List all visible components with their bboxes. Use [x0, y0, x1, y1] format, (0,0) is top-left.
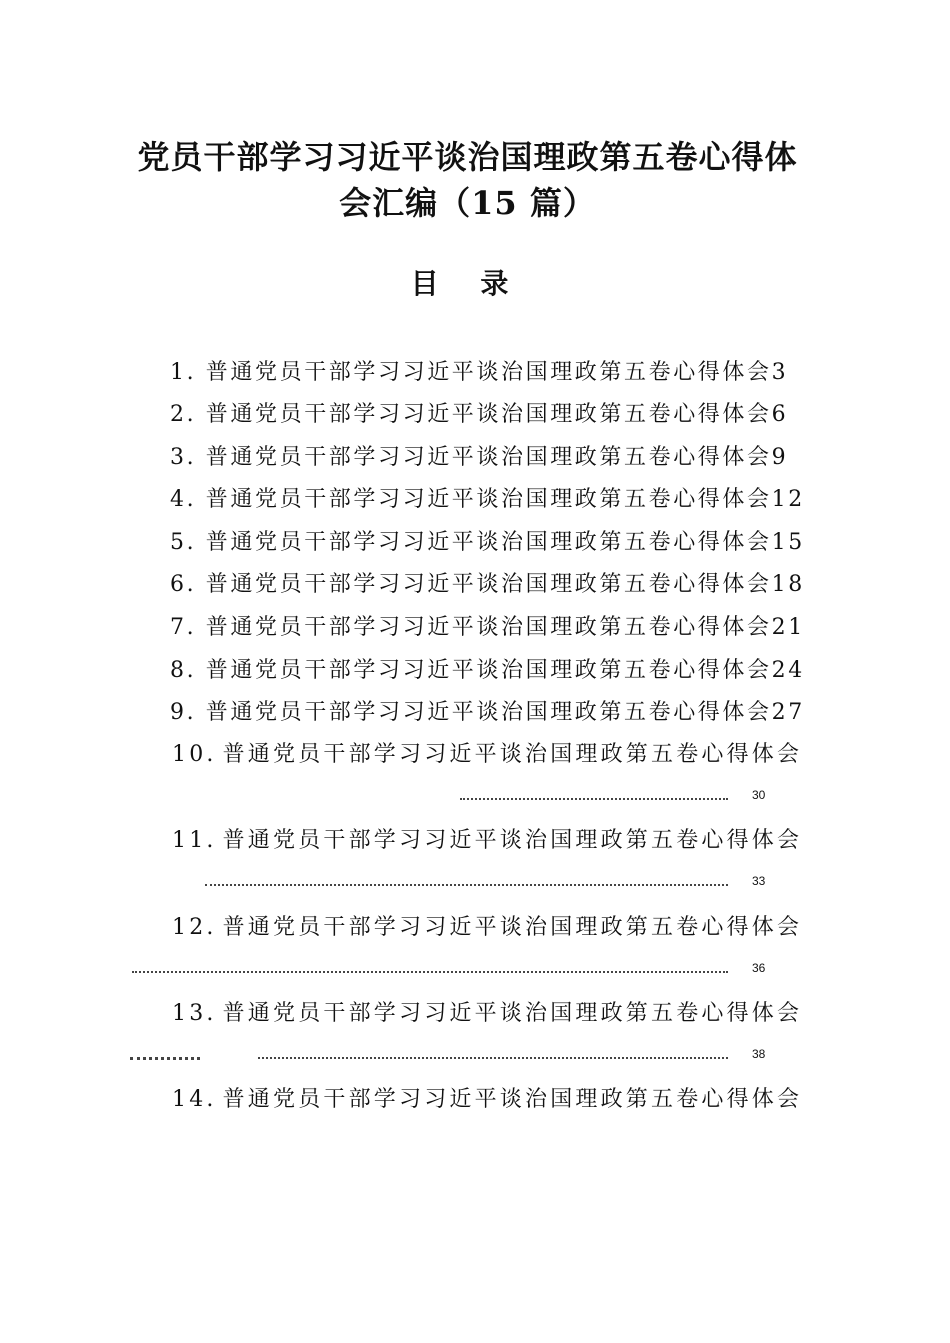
toc-entry-number: 4. [170, 487, 197, 512]
toc-entry-number: 13. [172, 1000, 217, 1026]
toc-entry-page: 27 [771, 700, 805, 725]
toc-entry-number: 12. [172, 914, 217, 940]
toc-entry[interactable] [170, 443, 788, 473]
toc-entry[interactable] [170, 570, 805, 600]
toc-entry-title: 普通党员干部学习习近平谈治国理政第五卷心得体会 [222, 914, 803, 940]
toc-entry[interactable] [170, 698, 805, 728]
toc-entry-number: 8. [170, 658, 197, 683]
toc-entry-number: 5. [170, 530, 197, 555]
toc-entry-title: 普通党员干部学习习近平谈治国理政第五卷心得体会 [222, 1000, 803, 1026]
toc-entry-title: 普通党员干部学习习近平谈治国理政第五卷心得体会 [205, 530, 772, 555]
toc-entry-page: 21 [771, 615, 805, 640]
toc-entry-number: 6. [170, 572, 197, 597]
toc-entry-title: 普通党员干部学习习近平谈治国理政第五卷心得体会 [205, 615, 772, 640]
toc-entry-page: 12 [771, 487, 805, 512]
toc-entry-title: 普通党员干部学习习近平谈治国理政第五卷心得体会 [222, 1087, 803, 1113]
toc-entry-title: 普通党员干部学习习近平谈治国理政第五卷心得体会 [205, 445, 772, 470]
toc-entry[interactable] [170, 613, 805, 643]
toc-entry-title: 普通党员干部学习习近平谈治国理政第五卷心得体会 [205, 360, 772, 385]
toc-entry-page: 33 [752, 874, 766, 889]
toc-entry-title: 普通党员干部学习习近平谈治国理政第五卷心得体会 [205, 700, 772, 725]
toc-entry-number: 1. [170, 360, 197, 385]
toc-entry[interactable] [172, 999, 802, 1029]
toc-entry-title: 普通党员干部学习习近平谈治国理政第五卷心得体会 [205, 658, 772, 683]
toc-entry-number: 11. [172, 828, 217, 854]
toc-entry-number: 7. [170, 615, 197, 640]
toc-entry[interactable] [172, 826, 802, 856]
document-title-line2: 会汇编（15 篇） [339, 184, 596, 222]
toc-leader-dots [132, 971, 728, 973]
toc-entry-title: 普通党员干部学习习近平谈治国理政第五卷心得体会 [205, 487, 772, 512]
toc-entry-title: 普通党员干部学习习近平谈治国理政第五卷心得体会 [222, 742, 803, 767]
toc-entry-number: 14. [172, 1087, 217, 1113]
toc-entry-number: 3. [170, 445, 197, 470]
toc-entry-page: 30 [752, 788, 766, 802]
toc-entry-page: 9 [771, 445, 789, 470]
toc-entry-page: 24 [771, 658, 805, 683]
toc-entry-page: 15 [771, 530, 805, 555]
toc-entry[interactable] [170, 358, 788, 388]
toc-entry[interactable] [170, 400, 788, 430]
toc-entry-title: 普通党员干部学习习近平谈治国理政第五卷心得体会 [222, 828, 803, 854]
toc-entry-page: 3 [771, 360, 789, 385]
toc-entry-page: 18 [771, 572, 805, 597]
toc-entry-number: 10. [172, 742, 217, 767]
toc-entry-page: 6 [771, 402, 789, 427]
toc-leader-dots [130, 1057, 200, 1060]
toc-entry-number: 9. [170, 700, 197, 725]
toc-entry[interactable] [172, 740, 802, 770]
toc-leader-dots [460, 798, 728, 800]
toc-entry-number: 2. [170, 402, 197, 427]
document-title-line1: 党员干部学习习近平谈治国理政第五卷心得体 [137, 138, 798, 176]
toc-entry-page: 38 [752, 1046, 766, 1061]
toc-entry[interactable] [170, 656, 805, 686]
toc-entry-title: 普通党员干部学习习近平谈治国理政第五卷心得体会 [205, 402, 772, 427]
toc-heading: 目 录 [410, 267, 525, 300]
toc-entry[interactable] [170, 485, 805, 515]
toc-entry-page: 36 [752, 960, 766, 975]
toc-entry-title: 普通党员干部学习习近平谈治国理政第五卷心得体会 [205, 572, 772, 597]
toc-entry[interactable] [172, 913, 802, 943]
toc-leader-dots [258, 1057, 728, 1059]
toc-entry[interactable] [172, 1085, 802, 1115]
toc-entry[interactable] [170, 528, 805, 558]
toc-leader-dots [205, 884, 728, 886]
